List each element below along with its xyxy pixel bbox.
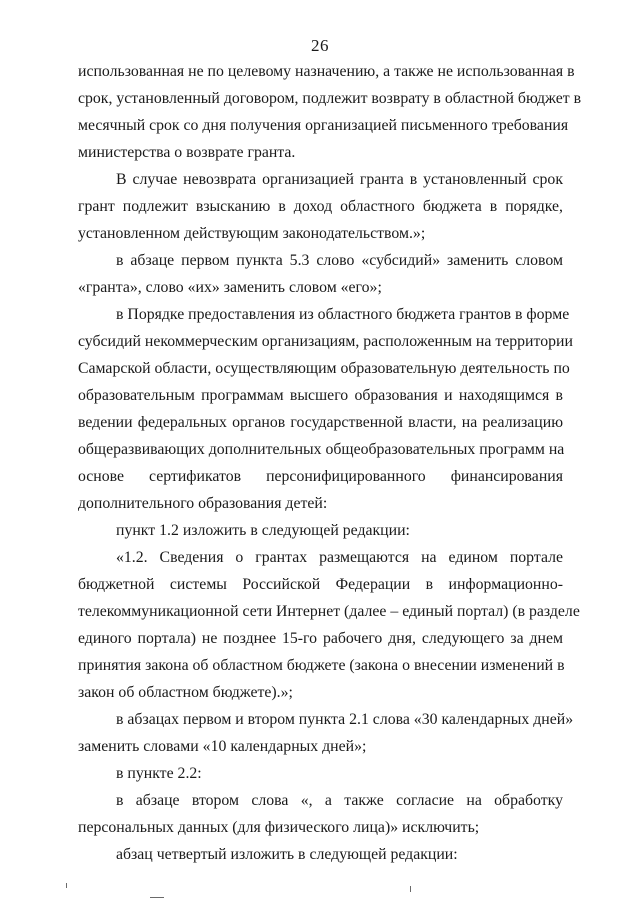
text-line: абзац четвертый изложить в следующей редакции:: [116, 846, 458, 863]
scan-mark: [150, 897, 164, 898]
text-line: в абзацах первом и втором пункта 2.1 слова «30 календарных дней»: [116, 711, 574, 728]
text-line: «гранта», слово «их» заменить словом «его»;: [78, 279, 382, 296]
text-line: бюджетной системы Российской Федерации в информационно-: [78, 576, 563, 593]
text-line: в абзаце первом пункта 5.3 слово «субсидий» заменить словом: [116, 252, 563, 269]
text-line: образовательным программам высшего образования и находящимся в: [78, 387, 563, 404]
text-line: закон об областном бюджете).»;: [78, 684, 293, 701]
text-line: принятия закона об областном бюджете (закона о внесении изменений в: [78, 657, 565, 674]
text-line: «1.2. Сведения о грантах размещаются на едином портале: [116, 549, 563, 566]
scan-mark: [66, 883, 67, 888]
text-line: заменить словами «10 календарных дней»;: [78, 738, 367, 755]
text-line: персональных данных (для физического лица)» исключить;: [78, 819, 480, 836]
text-line: субсидий некоммерческим организациям, расположенным на территории: [78, 333, 573, 350]
text-line: в пункте 2.2:: [116, 765, 202, 782]
text-line: пункт 1.2 изложить в следующей редакции:: [116, 522, 410, 539]
text-line: основе сертификатов персонифицированного финансирования: [78, 468, 563, 485]
text-line: срок, установленный договором, подлежит возврату в областной бюджет в: [78, 90, 582, 107]
text-line: использованная не по целевому назначению, а также не использованная в: [78, 63, 575, 80]
text-line: грант подлежит взысканию в доход областного бюджета в порядке,: [78, 198, 563, 215]
text-line: общеразвивающих дополнительных общеобразовательных программ на: [78, 441, 565, 458]
text-line: дополнительного образования детей:: [78, 495, 328, 512]
text-line: телекоммуникационной сети Интернет (далее – единый портал) (в разделе: [78, 603, 580, 620]
text-line: в абзаце втором слова «, а также согласие на обработку: [116, 792, 563, 809]
scan-mark: [410, 886, 411, 892]
text-line: Самарской области, осуществляющим образовательную деятельность по: [78, 360, 570, 377]
text-line: месячный срок со дня получения организацией письменного требования: [78, 117, 569, 134]
text-line: министерства о возврате гранта.: [78, 144, 296, 161]
text-line: В случае невозврата организацией гранта в установленный срок: [116, 171, 563, 188]
text-line: в Порядке предоставления из областного бюджета грантов в форме: [116, 306, 570, 323]
text-line: единого портала) не позднее 15-го рабочего дня, следующего за днем: [78, 630, 563, 647]
text-line: установленном действующим законодательством.»;: [78, 225, 426, 242]
page-number: 26: [311, 36, 329, 55]
text-line: ведении федеральных органов государственной власти, на реализацию: [78, 414, 563, 431]
